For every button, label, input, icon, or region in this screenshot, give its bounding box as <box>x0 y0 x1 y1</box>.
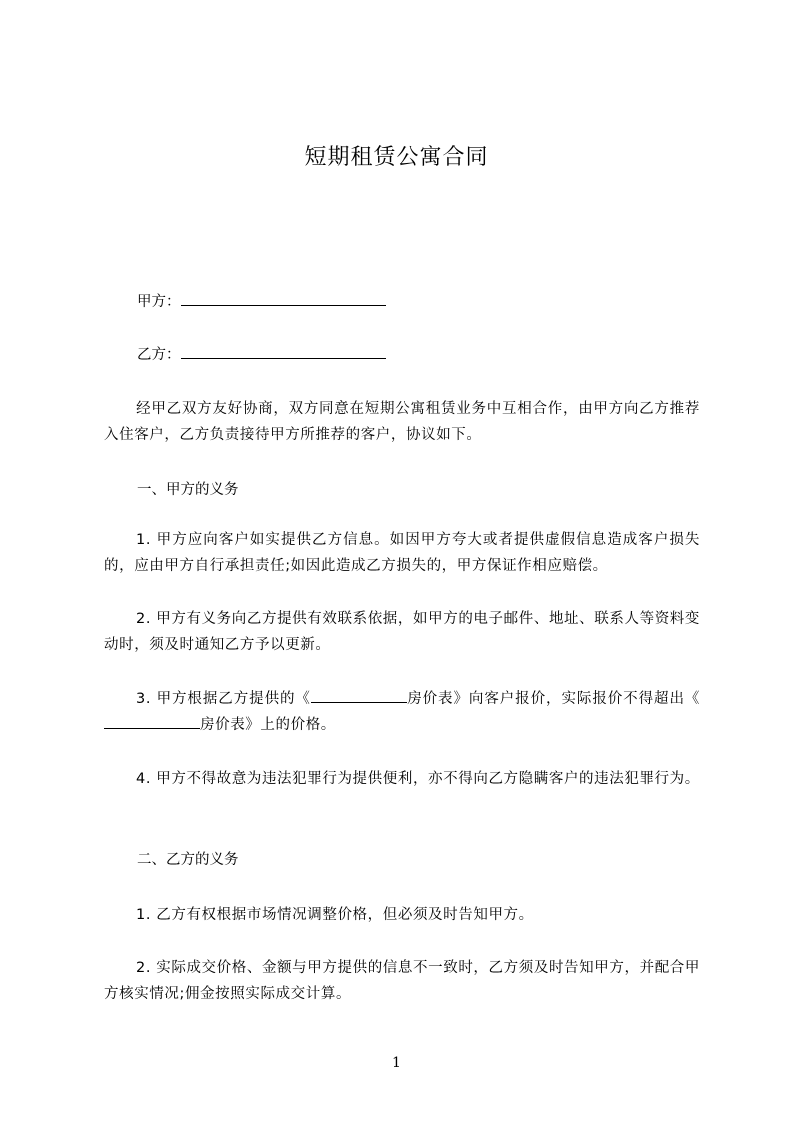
party-b-line <box>137 344 386 365</box>
intro-text: 经甲乙双方友好协商，双方同意在短期公寓租赁业务中互相合作，由甲方向乙方推荐入住客户，乙方负责接待甲方所推荐的客户，协议如下。 <box>104 401 700 443</box>
price-list-blank-2 <box>104 714 200 729</box>
section2-item2 <box>104 955 700 1007</box>
section1-item1-text: 1. 甲方应向客户如实提供乙方信息。如因甲方夸大或者提供虚假信息造成客户损失的，应由甲方自行承担责任;如因此造成乙方损失的，甲方保证作相应赔偿。 <box>104 532 700 574</box>
party-b-blank <box>181 344 386 359</box>
section1-item3-text-a: 3. 甲方根据乙方提供的《 <box>136 691 311 707</box>
section1-item2-text: 2. 甲方有义务向乙方提供有效联系依据，如甲方的电子邮件、地址、联系人等资料变动时，须及时通知乙方予以更新。 <box>104 611 700 653</box>
intro-paragraph <box>104 396 700 448</box>
party-b-label: 乙方： <box>137 347 181 363</box>
section2-item1 <box>104 902 700 928</box>
party-a-line <box>137 291 386 312</box>
section1-item3-text-c: 房价表》上的价格。 <box>200 717 336 733</box>
party-a-label: 甲方： <box>137 294 181 310</box>
document-title: 短期租赁公寓合同 <box>304 145 489 170</box>
section1-item1 <box>104 527 700 579</box>
section2-item2-text: 2. 实际成交价格、金额与甲方提供的信息不一致时，乙方须及时告知甲方，并配合甲方核实情况;佣金按照实际成交计算。 <box>104 960 700 1002</box>
section1-item3 <box>104 686 700 738</box>
price-list-blank-1 <box>311 688 407 703</box>
section2-heading: 二、乙方的义务 <box>137 852 239 868</box>
section1-item3-text-b: 房价表》向客户报价，实际报价不得超出《 <box>406 691 700 707</box>
party-a-blank <box>181 291 386 306</box>
section1-heading: 一、甲方的义务 <box>137 482 239 498</box>
section1-item2 <box>104 606 700 658</box>
page-number: 1 <box>392 1055 401 1071</box>
section1-item4-text: 4. 甲方不得故意为违法犯罪行为提供便利，亦不得向乙方隐瞒客户的违法犯罪行为。 <box>136 771 700 787</box>
section2-item1-text: 1. 乙方有权根据市场情况调整价格，但必须及时告知甲方。 <box>136 907 534 923</box>
section1-item4 <box>104 766 700 792</box>
